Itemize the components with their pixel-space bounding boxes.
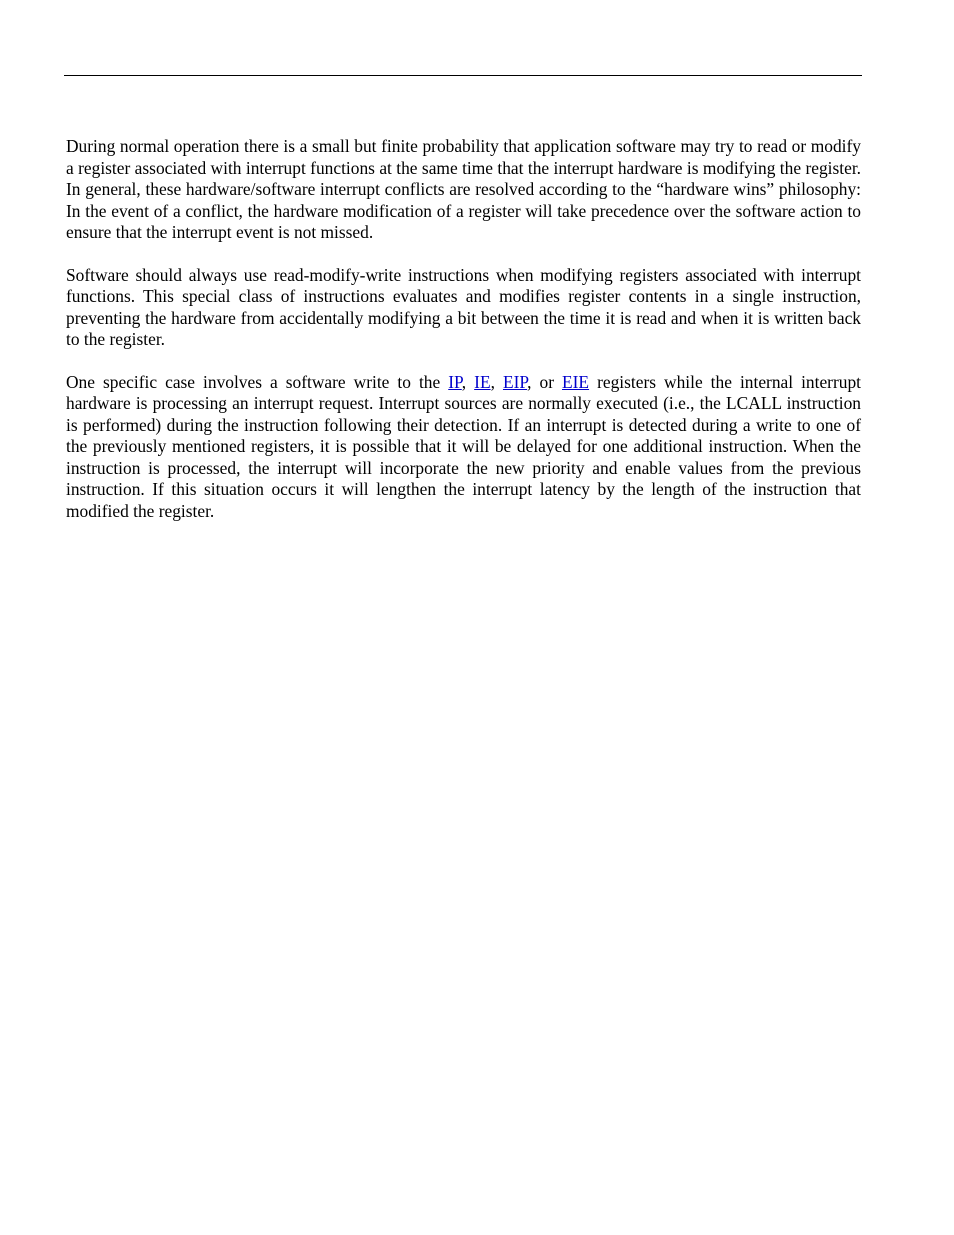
link-ie-register[interactable]: IE (474, 371, 491, 392)
separator: , (490, 371, 503, 392)
paragraph-read-modify-write: Software should always use read-modify-write instructions when modifying registers associated with interrupt functions. This special class of instructions evaluates and modifies register contents in a single instruction, preventing the hardware from accidentally modifying a bit between the time it is read and when it is written back to the register. (66, 264, 861, 349)
separator: , or (527, 371, 563, 392)
separator: , (461, 371, 475, 392)
paragraph-register-write-case (66, 372, 861, 523)
paragraph-text-intro: One specific case involves a software write to the (66, 371, 449, 392)
link-ip-register[interactable]: IP (448, 371, 462, 392)
document-body (66, 136, 861, 543)
paragraph-text-rest: registers while the internal interrupt hardware is processing an interrupt request. Interrupt sources are normally executed (i.e., the LCALL instruction is performed) during the instruction following their detection. If an interrupt is detected during a write to one of the previously mentioned registers, it is possible that it will be delayed for one additional instruction. When the instruction is processed, the interrupt will incorporate the new priority and enable values from the previous instruction. If this situation occurs it will lengthen the interrupt latency by the length of the instruction that modified the register. (66, 371, 861, 521)
paragraph-hardware-wins: During normal operation there is a small but finite probability that application software may try to read or modify a register associated with interrupt functions at the same time that the interrupt hardware is modifying the register. In general, these hardware/software interrupt conflicts are resolved according to the “hardware wins” philosophy: In the event of a conflict, the hardware modification of a register will take precedence over the software action to ensure that the interrupt event is not missed. (66, 136, 861, 242)
link-eip-register[interactable]: EIP (502, 371, 528, 392)
header-rule (64, 75, 862, 76)
link-eie-register[interactable]: EIE (562, 371, 590, 392)
